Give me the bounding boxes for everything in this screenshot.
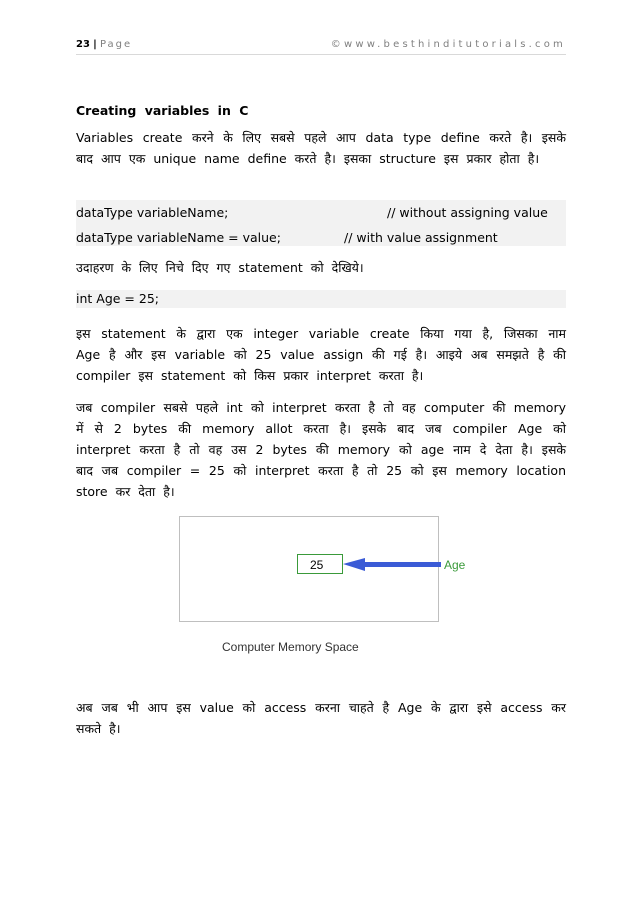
text-line: interpret करता है तो वह उस 2 bytes की memory को age नाम दे देता है। इसके	[76, 442, 566, 457]
text-line: Variables create करने के लिए सबसे पहले आप data type define करते है। इसके	[76, 130, 566, 145]
text-line: इस statement के द्वारा एक integer variable create किया गया है, जिसका नाम	[76, 326, 566, 341]
text-line: store कर देता है।	[76, 484, 175, 499]
code-comment: // without assigning value	[387, 205, 548, 220]
page-separator: |	[93, 39, 97, 50]
code-line: int Age = 25;	[76, 291, 159, 306]
variable-name-label: Age	[444, 558, 466, 572]
section-heading: Creating variables in C	[76, 103, 249, 118]
explanation-paragraph	[76, 323, 566, 386]
header-divider	[76, 54, 566, 55]
text-line: सकते है।	[76, 721, 121, 736]
code-comment: // with value assignment	[344, 230, 498, 245]
intro-paragraph	[76, 127, 566, 169]
compiler-paragraph	[76, 397, 566, 502]
page-number-label	[76, 39, 132, 50]
page-header	[76, 36, 566, 56]
pointer-arrow-icon	[343, 556, 443, 574]
text-line: बाद जब compiler = 25 को interpret करता है तो 25 को इस memory location	[76, 463, 566, 478]
website-url: ©www.besthinditutorials.com	[330, 39, 566, 50]
text-line: compiler इस statement को किस प्रकार interpret करता है।	[76, 368, 424, 383]
memory-value-box: 25	[297, 554, 343, 574]
text-line: Age है और इस variable को 25 value assign की गई है। आइये अब समझते है की	[76, 347, 566, 362]
code-line: dataType variableName;	[76, 205, 229, 220]
text-line: अब जब भी आप इस value को access करना चाहते है Age के द्वारा इसे access कर	[76, 700, 566, 715]
text-line: बाद आप एक unique name define करते है। इसका structure इस प्रकार होता है।	[76, 151, 540, 166]
code-block-example	[76, 290, 566, 308]
example-paragraph: उदाहरण के लिए निचे दिए गए statement को देखिये।	[76, 260, 364, 275]
page-word: Page	[99, 39, 133, 50]
code-line: dataType variableName = value;	[76, 230, 281, 245]
diagram-caption: Computer Memory Space	[222, 640, 359, 654]
text-line: जब compiler सबसे पहले int को interpret करता है तो वह computer की memory	[76, 400, 566, 415]
text-line: में से 2 bytes की memory allot करता है। इसके बाद जब compiler Age को	[76, 421, 566, 436]
page-number: 23	[76, 39, 90, 50]
closing-paragraph	[76, 697, 566, 739]
code-block-syntax	[76, 200, 566, 246]
